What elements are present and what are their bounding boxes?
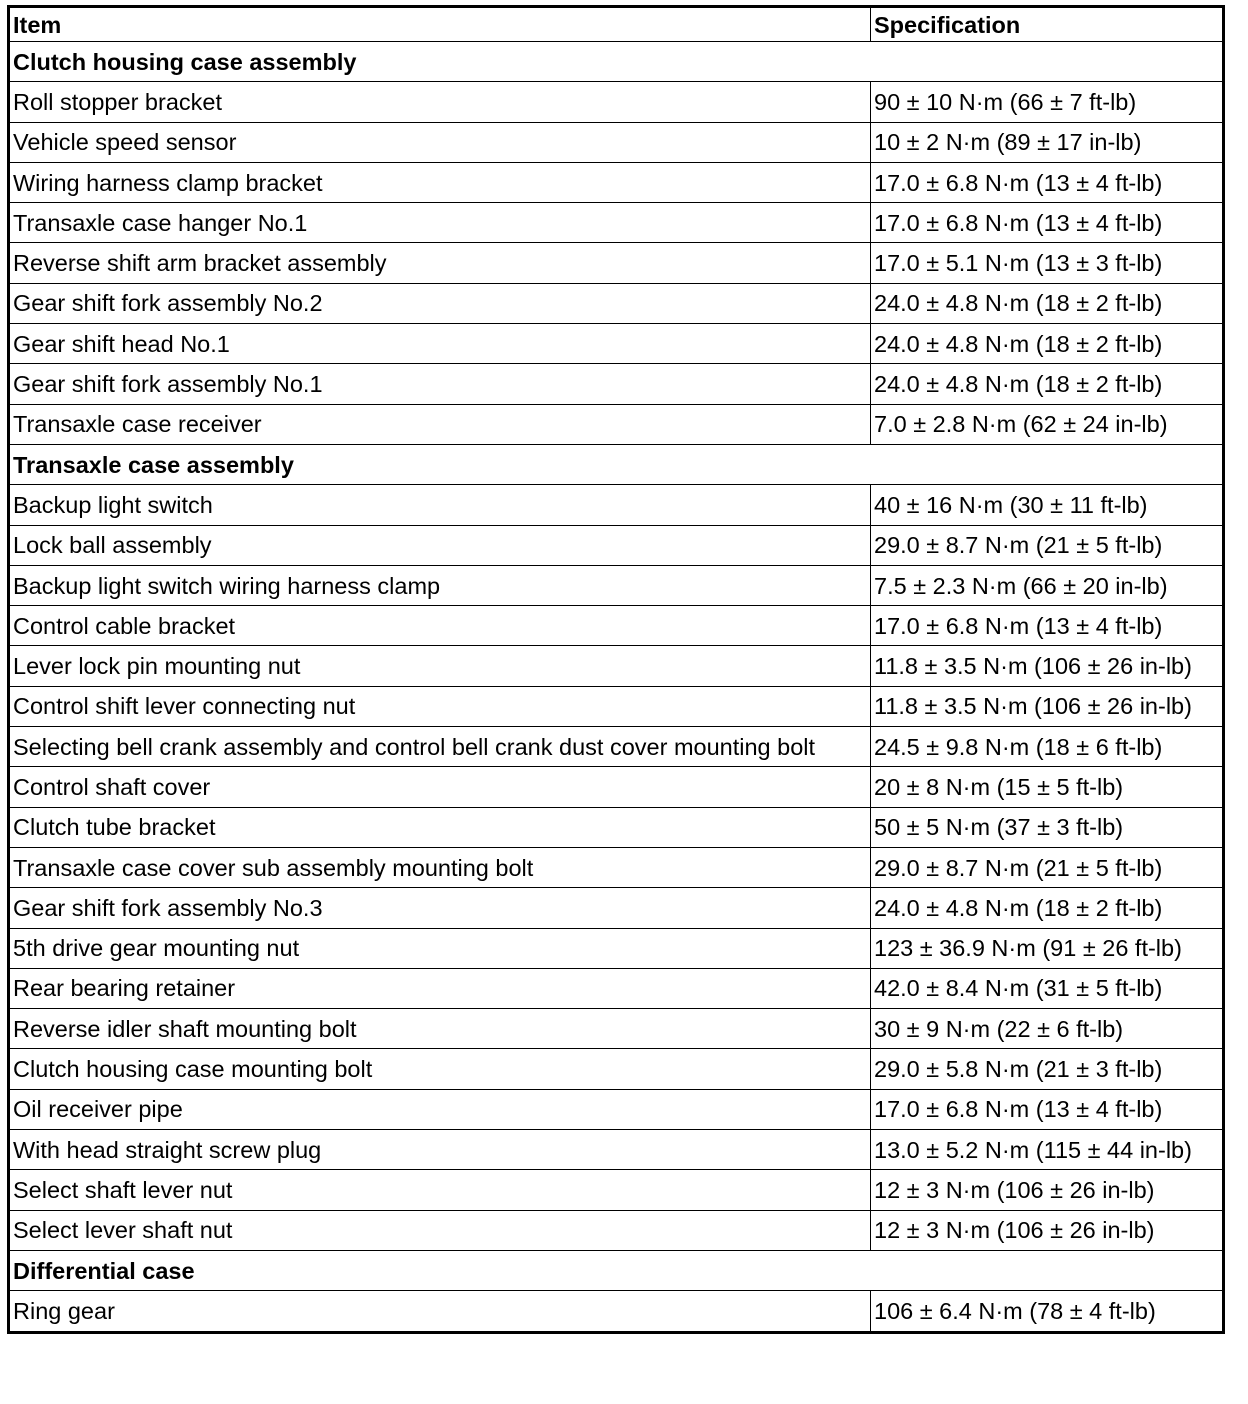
item-cell: Oil receiver pipe bbox=[9, 1089, 871, 1129]
section-row bbox=[9, 444, 1224, 484]
section-title: Differential case bbox=[9, 1250, 1224, 1290]
specification-cell: 29.0 ± 5.8 N·m (21 ± 3 ft-lb) bbox=[871, 1049, 1224, 1089]
item-cell: Clutch housing case mounting bolt bbox=[9, 1049, 871, 1089]
specification-cell: 20 ± 8 N·m (15 ± 5 ft-lb) bbox=[871, 767, 1224, 807]
table-row bbox=[9, 243, 1224, 283]
specification-cell: 24.0 ± 4.8 N·m (18 ± 2 ft-lb) bbox=[871, 324, 1224, 364]
specification-cell: 24.5 ± 9.8 N·m (18 ± 6 ft-lb) bbox=[871, 727, 1224, 767]
specification-cell: 30 ± 9 N·m (22 ± 6 ft-lb) bbox=[871, 1009, 1224, 1049]
item-cell: Reverse idler shaft mounting bolt bbox=[9, 1009, 871, 1049]
section-title: Clutch housing case assembly bbox=[9, 42, 1224, 82]
item-cell: Control shift lever connecting nut bbox=[9, 686, 871, 726]
specification-cell: 42.0 ± 8.4 N·m (31 ± 5 ft-lb) bbox=[871, 968, 1224, 1008]
torque-spec-sheet bbox=[7, 5, 1222, 1334]
table-row bbox=[9, 525, 1224, 565]
specification-cell: 11.8 ± 3.5 N·m (106 ± 26 in-lb) bbox=[871, 646, 1224, 686]
item-cell: Transaxle case receiver bbox=[9, 404, 871, 444]
table-row bbox=[9, 82, 1224, 122]
specification-cell: 40 ± 16 N·m (30 ± 11 ft-lb) bbox=[871, 485, 1224, 525]
item-cell: Transaxle case cover sub assembly mounting bolt bbox=[9, 847, 871, 887]
table-body bbox=[9, 42, 1224, 1333]
item-cell: Backup light switch wiring harness clamp bbox=[9, 565, 871, 605]
column-header-item: Item bbox=[9, 7, 871, 42]
item-cell: Gear shift fork assembly No.1 bbox=[9, 364, 871, 404]
item-cell: Rear bearing retainer bbox=[9, 968, 871, 1008]
specification-cell: 12 ± 3 N·m (106 ± 26 in-lb) bbox=[871, 1210, 1224, 1250]
table-row bbox=[9, 847, 1224, 887]
item-cell: Gear shift fork assembly No.3 bbox=[9, 888, 871, 928]
specification-cell: 17.0 ± 6.8 N·m (13 ± 4 ft-lb) bbox=[871, 1089, 1224, 1129]
table-row bbox=[9, 646, 1224, 686]
table-row bbox=[9, 1009, 1224, 1049]
specification-cell: 29.0 ± 8.7 N·m (21 ± 5 ft-lb) bbox=[871, 525, 1224, 565]
specification-cell: 24.0 ± 4.8 N·m (18 ± 2 ft-lb) bbox=[871, 888, 1224, 928]
table-row bbox=[9, 1130, 1224, 1170]
column-header-specification: Specification bbox=[871, 7, 1224, 42]
specification-cell: 29.0 ± 8.7 N·m (21 ± 5 ft-lb) bbox=[871, 847, 1224, 887]
table-row bbox=[9, 1210, 1224, 1250]
specification-cell: 106 ± 6.4 N·m (78 ± 4 ft-lb) bbox=[871, 1291, 1224, 1332]
item-cell: Control cable bracket bbox=[9, 606, 871, 646]
table-row bbox=[9, 283, 1224, 323]
section-row bbox=[9, 42, 1224, 82]
item-cell: Select shaft lever nut bbox=[9, 1170, 871, 1210]
item-cell: Backup light switch bbox=[9, 485, 871, 525]
item-cell: Selecting bell crank assembly and control bell crank dust cover mounting bolt bbox=[9, 727, 871, 767]
table-row bbox=[9, 364, 1224, 404]
specification-cell: 7.5 ± 2.3 N·m (66 ± 20 in-lb) bbox=[871, 565, 1224, 605]
table-row bbox=[9, 203, 1224, 243]
table-row bbox=[9, 686, 1224, 726]
item-cell: Lever lock pin mounting nut bbox=[9, 646, 871, 686]
section-title: Transaxle case assembly bbox=[9, 444, 1224, 484]
table-row bbox=[9, 1089, 1224, 1129]
item-cell: Roll stopper bracket bbox=[9, 82, 871, 122]
header-row bbox=[9, 7, 1224, 42]
table-row bbox=[9, 565, 1224, 605]
table-row bbox=[9, 928, 1224, 968]
item-cell: Vehicle speed sensor bbox=[9, 122, 871, 162]
item-cell: With head straight screw plug bbox=[9, 1130, 871, 1170]
item-cell: Select lever shaft nut bbox=[9, 1210, 871, 1250]
table-row bbox=[9, 807, 1224, 847]
specification-cell: 11.8 ± 3.5 N·m (106 ± 26 in-lb) bbox=[871, 686, 1224, 726]
specification-cell: 10 ± 2 N·m (89 ± 17 in-lb) bbox=[871, 122, 1224, 162]
item-cell: Reverse shift arm bracket assembly bbox=[9, 243, 871, 283]
item-cell: Clutch tube bracket bbox=[9, 807, 871, 847]
table-row bbox=[9, 324, 1224, 364]
item-cell: Transaxle case hanger No.1 bbox=[9, 203, 871, 243]
table-row bbox=[9, 404, 1224, 444]
table-row bbox=[9, 968, 1224, 1008]
specification-cell: 12 ± 3 N·m (106 ± 26 in-lb) bbox=[871, 1170, 1224, 1210]
table-row bbox=[9, 888, 1224, 928]
table-row bbox=[9, 606, 1224, 646]
table-row bbox=[9, 1291, 1224, 1332]
specification-cell: 17.0 ± 6.8 N·m (13 ± 4 ft-lb) bbox=[871, 606, 1224, 646]
specification-cell: 17.0 ± 6.8 N·m (13 ± 4 ft-lb) bbox=[871, 203, 1224, 243]
item-cell: Wiring harness clamp bracket bbox=[9, 162, 871, 202]
specification-cell: 50 ± 5 N·m (37 ± 3 ft-lb) bbox=[871, 807, 1224, 847]
specification-cell: 17.0 ± 6.8 N·m (13 ± 4 ft-lb) bbox=[871, 162, 1224, 202]
item-cell: Ring gear bbox=[9, 1291, 871, 1332]
table-row bbox=[9, 767, 1224, 807]
table-row bbox=[9, 1049, 1224, 1089]
item-cell: Control shaft cover bbox=[9, 767, 871, 807]
table-row bbox=[9, 485, 1224, 525]
specification-cell: 24.0 ± 4.8 N·m (18 ± 2 ft-lb) bbox=[871, 364, 1224, 404]
torque-spec-table bbox=[7, 5, 1225, 1334]
item-cell: Gear shift fork assembly No.2 bbox=[9, 283, 871, 323]
specification-cell: 123 ± 36.9 N·m (91 ± 26 ft-lb) bbox=[871, 928, 1224, 968]
item-cell: Lock ball assembly bbox=[9, 525, 871, 565]
item-cell: 5th drive gear mounting nut bbox=[9, 928, 871, 968]
specification-cell: 24.0 ± 4.8 N·m (18 ± 2 ft-lb) bbox=[871, 283, 1224, 323]
table-header bbox=[9, 7, 1224, 42]
section-row bbox=[9, 1250, 1224, 1290]
table-row bbox=[9, 122, 1224, 162]
table-row bbox=[9, 162, 1224, 202]
specification-cell: 90 ± 10 N·m (66 ± 7 ft-lb) bbox=[871, 82, 1224, 122]
specification-cell: 13.0 ± 5.2 N·m (115 ± 44 in-lb) bbox=[871, 1130, 1224, 1170]
table-row bbox=[9, 727, 1224, 767]
specification-cell: 17.0 ± 5.1 N·m (13 ± 3 ft-lb) bbox=[871, 243, 1224, 283]
item-cell: Gear shift head No.1 bbox=[9, 324, 871, 364]
specification-cell: 7.0 ± 2.8 N·m (62 ± 24 in-lb) bbox=[871, 404, 1224, 444]
table-row bbox=[9, 1170, 1224, 1210]
